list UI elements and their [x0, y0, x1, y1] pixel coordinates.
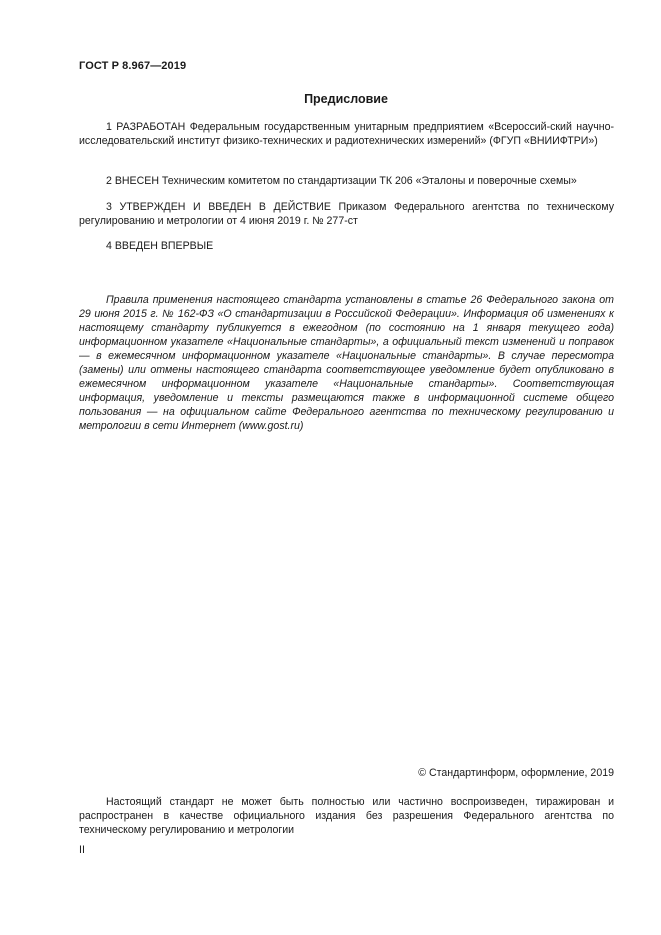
copyright-notice: © Стандартинформ, оформление, 2019: [418, 767, 614, 779]
foreword-item-2: 2 ВНЕСЕН Техническим комитетом по стандартизации ТК 206 «Эталоны и поверочные схемы»: [106, 175, 577, 187]
foreword-item-4: 4 ВВЕДЕН ВПЕРВЫЕ: [106, 240, 214, 252]
page-number: II: [79, 844, 85, 856]
usage-notice: Правила применения настоящего стандарта установлены в статье 26 Федерального закона от 29 июня 2015 г. № 162-ФЗ «О стандартизации в Российской Федерации». Информация об изменениях к настоящему стандарту публикуется в ежегодном (по состоянию на 1 января текущего года) информационном указателе «Национальные стандарты», а официальный текст изменений и поправок — в ежемесячном информационном указателе «Национальные стандарты». В случае пересмотра (замены) или отмены настоящего стандарта соответствующее уведомление будет опубликовано в ежемесячном информационном указателе «Национальные стандарты». Соответствующая информация, уведомление и тексты размещаются также в информационной системе общего пользования — на официальном сайте Федерального агентства по техническому регулированию и метрологии в сети Интернет (www.gost.ru): [79, 294, 614, 432]
document-code: ГОСТ Р 8.967—2019: [79, 60, 187, 72]
legal-notice: Настоящий стандарт не может быть полностью или частично воспроизведен, тиражирован и распространен в качестве официального издания без разрешения Федерального агентства по техническому регулированию и метрологии: [79, 796, 614, 836]
section-title: Предисловие: [304, 92, 388, 106]
foreword-item-3: 3 УТВЕРЖДЕН И ВВЕДЕН В ДЕЙСТВИЕ Приказом Федерального агентства по техническому регулированию и метрологии от 4 июня 2019 г. № 277-ст: [79, 201, 614, 227]
foreword-item-1: 1 РАЗРАБОТАН Федеральным государственным унитарным предприятием «Всероссий-ский научно-исследовательский институт физико-технических и радиотехнических измерений» (ФГУП «ВНИИФТРИ»): [79, 121, 614, 147]
